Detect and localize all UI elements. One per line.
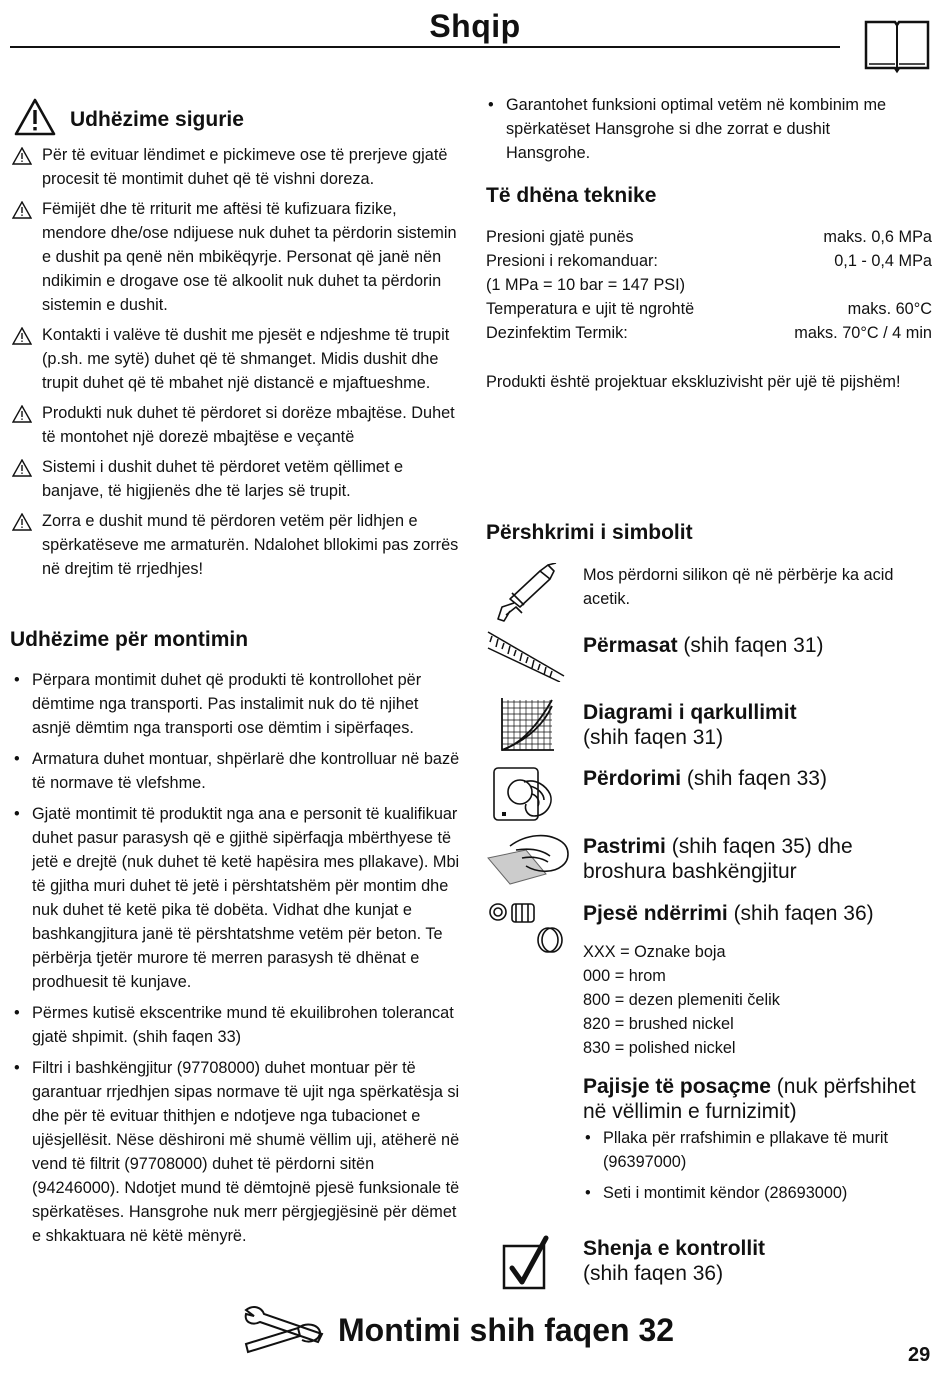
silicone-text: Mos përdorni silikon që në përbërje ka acid acetik. bbox=[583, 566, 894, 608]
accessory-item: • Pllaka për rrafshimin e pllakave të murit (96397000) bbox=[583, 1126, 928, 1174]
tech-table bbox=[486, 225, 932, 345]
mounting-item: • Përpara montimit duhet që produkti të kontrollohet për dëmtime nga transporti. Pas instalimit nuk do të njihet asnjë dëmtim nga transporti ose dëmtim i sipërfaqes. bbox=[12, 668, 460, 740]
accessory-item: • Seti i montimit këndor (28693000) bbox=[583, 1181, 928, 1205]
cleaning-label: Pastrimi (shih faqen 35) dhe broshura bashkëngjitur bbox=[583, 835, 853, 883]
mounting-heading: Udhëzime për montimin bbox=[10, 628, 249, 651]
mounting-item: • Armatura duhet montuar, shpërlarë dhe kontrolluar në bazë të normave të vlefshme. bbox=[12, 747, 460, 795]
warning-icon bbox=[12, 513, 32, 531]
mounting-item: • Përmes kutisë ekscentrike mund të ekuilibrohen tolerancat gjatë shpimit. (shih faqen 33) bbox=[12, 1001, 460, 1049]
warning-icon bbox=[12, 201, 32, 219]
safety-list bbox=[12, 143, 460, 581]
usage-hand-icon bbox=[490, 764, 560, 824]
safety-item: Produkti nuk duhet të përdoret si dorëze mbajtëse. Duhet të montohet një dorezë mbajtëse e veçantë bbox=[12, 401, 460, 449]
accessories-label: Pajisje të posaçme (nuk përfshihet në vëllimin e furnizimit) bbox=[583, 1075, 916, 1123]
color-code: 820 = brushed nickel bbox=[583, 1015, 734, 1033]
right-top-item: • Garantohet funksioni optimal vetëm në kombinim me spërkatëset Hansgrohe si dhe zorrat e dushit Hansgrohe. bbox=[486, 93, 906, 165]
safety-item: Fëmijët dhe të rriturit me aftësi të kufizuara fizike, mendore dhe/ose ndijuese nuk duhet ta përdorin sistemin e dushit pa qenë nën mbikëqyrje. Personat që janë nën ndikimin e drogave ose të alkoolit nuk duhet ta përdorin sistemin e dushit. bbox=[12, 197, 460, 317]
page-title: Shqip bbox=[429, 8, 521, 44]
dimensions-label: Përmasat (shih faqen 31) bbox=[583, 634, 824, 657]
page-number: 29 bbox=[908, 1344, 931, 1366]
warning-icon bbox=[12, 147, 32, 165]
warning-icon bbox=[12, 459, 32, 477]
color-code: 800 = dezen plemeniti čelik bbox=[583, 991, 780, 1009]
symbols-heading: Përshkrimi i simbolit bbox=[486, 521, 693, 544]
tech-row: Dezinfektim Termik: maks. 70°C / 4 min bbox=[486, 324, 932, 342]
tech-row: Presioni gjatë punës maks. 0,6 MPa bbox=[486, 228, 932, 246]
mounting-list bbox=[12, 668, 460, 1255]
right-top-list bbox=[486, 93, 906, 172]
color-code: 830 = polished nickel bbox=[583, 1039, 736, 1057]
flow-diagram-icon bbox=[498, 696, 556, 754]
color-codes-list bbox=[583, 940, 933, 1060]
silicone-gun-icon bbox=[492, 563, 558, 625]
color-code: 000 = hrom bbox=[583, 967, 666, 985]
ruler-icon bbox=[486, 630, 568, 682]
warning-icon bbox=[12, 327, 32, 345]
checkmark-box-icon bbox=[500, 1234, 552, 1292]
safety-heading: Udhëzime sigurie bbox=[70, 108, 244, 131]
spare-parts-icon bbox=[486, 896, 572, 956]
color-code: XXX = Oznake boja bbox=[583, 943, 726, 961]
header-rule bbox=[10, 46, 840, 48]
tech-note: Produkti është projektuar ekskluzivisht për ujë të pijshëm! bbox=[486, 373, 901, 391]
safety-item: Për të evituar lëndimet e pickimeve ose të prerjeve gjatë procesit të montimit duhet që të vishni doreza. bbox=[12, 143, 460, 191]
spare-parts-label: Pjesë ndërrimi (shih faqen 36) bbox=[583, 902, 874, 925]
cleaning-hand-icon bbox=[486, 828, 572, 886]
warning-icon bbox=[12, 405, 32, 423]
usage-label: Përdorimi (shih faqen 33) bbox=[583, 767, 827, 790]
accessories-list bbox=[583, 1126, 928, 1212]
mounting-item: • Gjatë montimit të produktit nga ana e personit të kualifikuar duhet pasur parasysh që e gjithë sipërfaqja mbërthyese të jetë e drejtë (nuk duhet të ketë hapësira mes pllakave). Mbi të gjitha muri duhet të jetë i përshtatshëm për montim dhe nuk duhet të ketë pika të dobëta. Vidhat dhe kunjat e bashkangjitura janë të përshtatshme vetëm për beton. Te përbërja tjetër murore të merren parasysh të dhënat e prodhuesit të kunjave. bbox=[12, 802, 460, 994]
warning-large-icon bbox=[14, 98, 56, 136]
safety-item: Zorra e dushit mund të përdoren vetëm për lidhjen e spërkatëseve me armaturën. Ndalohet bllokimi pas zorrës në drejtim të rrjedhjes! bbox=[12, 509, 460, 581]
footer-title: Montimi shih faqen 32 bbox=[338, 1312, 675, 1348]
tech-row: (1 MPa = 10 bar = 147 PSI) bbox=[486, 276, 686, 294]
tools-icon bbox=[240, 1304, 326, 1354]
check-label: Shenja e kontrollit (shih faqen 36) bbox=[583, 1237, 766, 1285]
flow-diagram-label: Diagrami i qarkullimit (shih faqen 31) bbox=[583, 701, 797, 749]
mounting-item: • Filtri i bashkëngjitur (97708000) duhet montuar për të garantuar rrjedhjen sipas normave të ujit nga spërkatësja si dhe për të evituar thithjen e ndotjeve nga tubacionet e ujësjellësit. Nëse dëshironi më shumë vëllim uji, atëherë në vend të filtrit (97708000) duhet të përdorni sitën (94246000). Ndotjet mund të dëmtojnë pjesë funksionale të spërkatëses. Hansgrohe nuk merr përgjegjësinë për dëmet e shkaktuara në këtë mënyrë. bbox=[12, 1056, 460, 1248]
book-icon bbox=[864, 18, 930, 74]
tech-row: Temperatura e ujit të ngrohtë maks. 60°C bbox=[486, 300, 932, 318]
tech-heading: Të dhëna teknike bbox=[486, 184, 657, 207]
safety-item: Kontakti i valëve të dushit me pjesët e ndjeshme të trupit (p.sh. me sytë) duhet që të shmanget. Midis dushit dhe trupit duhet që të mbahet një distancë e mjaftueshme. bbox=[12, 323, 460, 395]
tech-row: Presioni i rekomanduar: 0,1 - 0,4 MPa bbox=[486, 252, 932, 270]
safety-item: Sistemi i dushit duhet të përdoret vetëm qëllimet e banjave, të higjienës dhe të larjes së trupit. bbox=[12, 455, 460, 503]
